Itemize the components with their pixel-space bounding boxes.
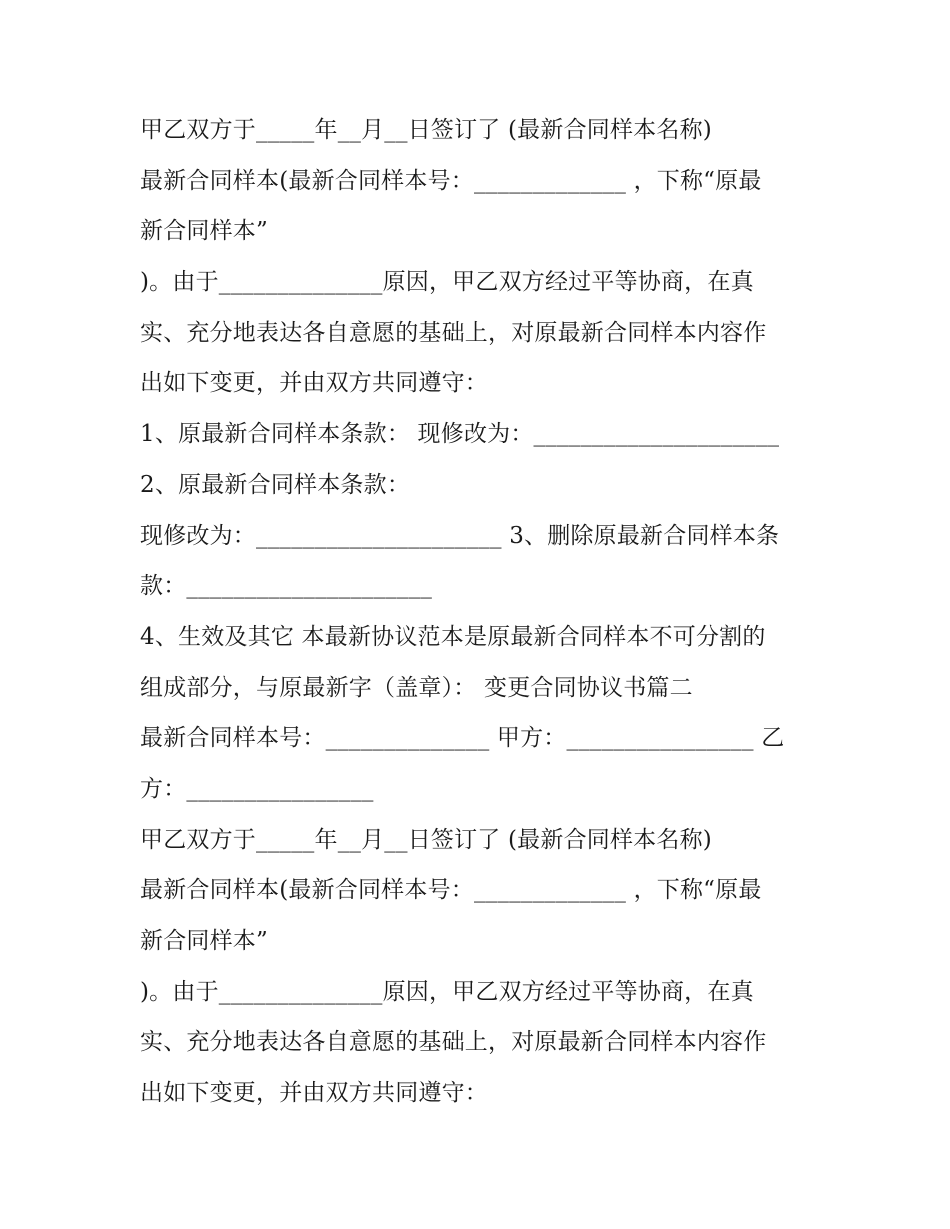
text-line: 甲乙双方于_____年__月__日签订了 (最新合同样本名称) [140,117,712,143]
text-line: 现修改为：_____________________ 3、删除原最新合同样本条 [140,522,780,549]
text-line: 出如下变更，并由双方共同遵守： [140,370,488,397]
text-line: 最新合同样本(最新合同样本号：_____________ ，下称“原最 [140,877,762,904]
document-body [140,105,820,1119]
text-line: 甲乙双方于_____年__月__日签订了 (最新合同样本名称) [140,826,712,853]
text-line: 出如下变更，并由双方共同遵守： [140,1080,488,1107]
text-line: 方：________________ [140,775,374,802]
text-line: 实、充分地表达各自意愿的基础上，对原最新合同样本内容作 [140,1029,767,1056]
text-line: )。由于______________原因，甲乙双方经过平等协商，在真 [140,978,754,1005]
text-line: 最新合同样本号：______________ 甲方：________________ 乙 [140,725,785,752]
text-line: 2、原最新合同样本条款： [140,471,411,498]
text-line: 组成部分，与原最新字（盖章）： 变更合同协议书篇二 [140,674,693,701]
text-line: 新合同样本” [140,218,268,245]
text-line: 4、生效及其它 本最新协议范本是原最新合同样本不可分割的 [140,623,766,650]
text-line: )。由于______________原因，甲乙双方经过平等协商，在真 [140,269,754,296]
text-line: 款：_____________________ [140,573,433,600]
text-line: 最新合同样本(最新合同样本号：_____________ ，下称“原最 [140,167,762,194]
text-line: 新合同样本” [140,928,268,954]
text-line: 实、充分地表达各自意愿的基础上，对原最新合同样本内容作 [140,319,767,346]
text-line: 1、原最新合同样本条款： 现修改为：_____________________ [140,421,780,448]
